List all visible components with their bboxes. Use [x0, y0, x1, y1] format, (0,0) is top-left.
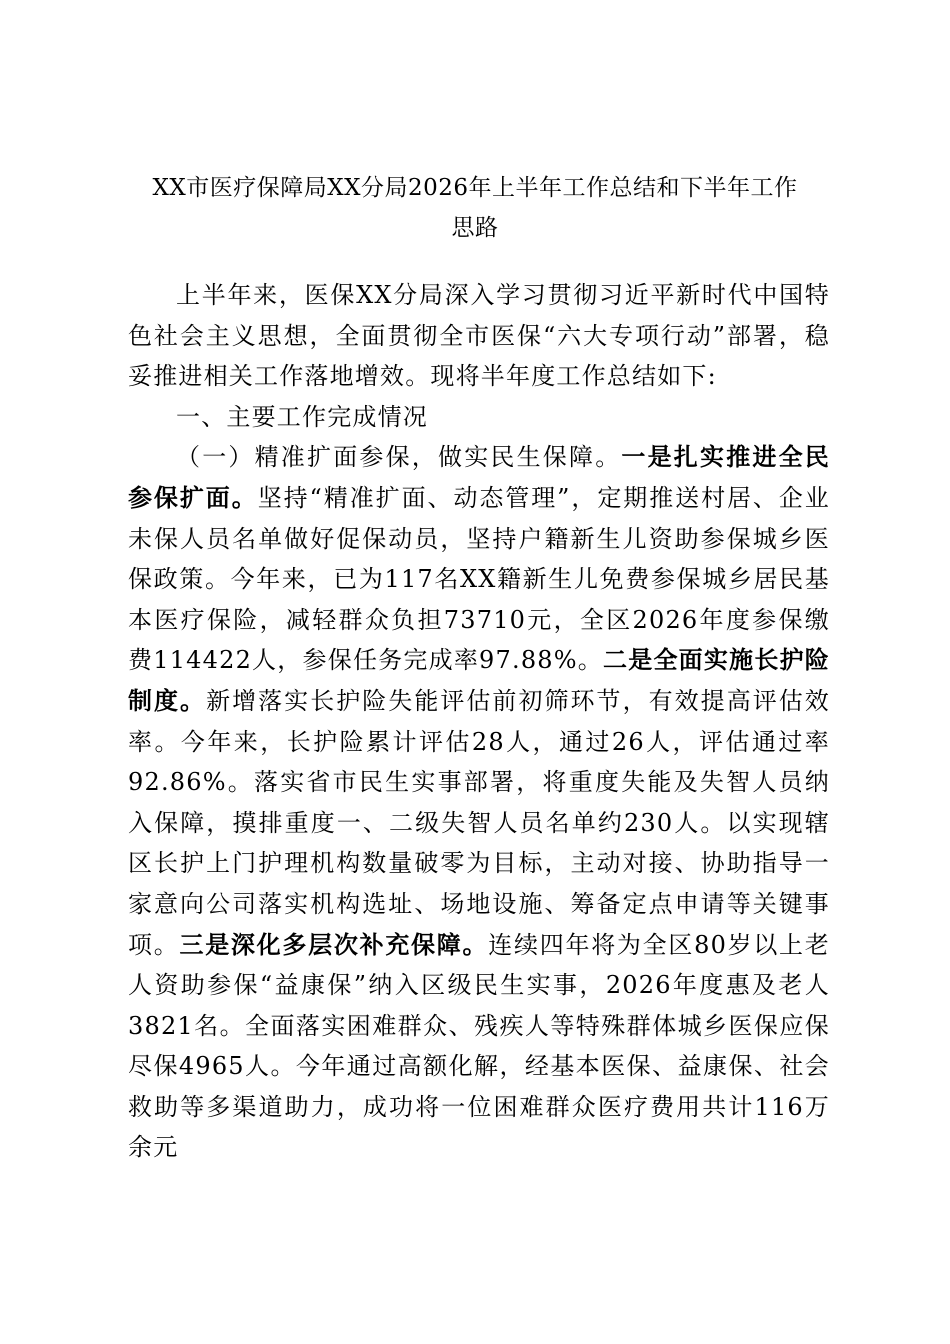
- point-1-title: 一是扎实推进全民参保扩面。: [128, 442, 830, 512]
- section-heading: 一、主要工作完成情况: [176, 402, 428, 431]
- subsection-lead: （一）精准扩面参保，做实民生保障。: [176, 443, 622, 472]
- title-line-1: XX市医疗保障局XX分局2026年上半年工作总结和下半年工作: [152, 175, 798, 201]
- document-body: [128, 275, 830, 1168]
- point-3-title: 三是深化多层次补充保障。: [179, 929, 489, 959]
- point-3-text: 连续四年将为全区80岁以上老人资助参保“益康保”纳入区级民生实事，2026年度惠及老人3821名。全面落实困难群众、残疾人等特殊群体城乡医保应保尽保4965人。今年通过高额化解，经基本医保、益康保、社会救助等多渠道助力，成功将一位困难群众医疗费用共计116万余元: [128, 930, 830, 1162]
- document-title: [120, 168, 830, 248]
- point-2-title: 二是全面实施长护险制度。: [128, 645, 830, 715]
- title-line-2: 思路: [451, 215, 499, 241]
- intro-paragraph: 上半年来，医保XX分局深入学习贯彻习近平新时代中国特色社会主义思想，全面贯彻全市医保“六大专项行动”部署，稳妥推进相关工作落地增效。现将半年度工作总结如下:: [128, 281, 830, 391]
- point-1-text: 坚持“精准扩面、动态管理”，定期推送村居、企业未保人员名单做好促保动员，坚持户籍新生儿资助参保城乡医保政策。今年来，已为117名XX籍新生儿免费参保城乡居民基本医疗保险，减轻群众负担73710元，全区2026年度参保缴费114422人，参保任务完成率97.88%。: [128, 483, 831, 675]
- point-2-text: 新增落实长护险失能评估前初筛环节，有效提高评估效率。今年来，长护险累计评估28人，通过26人，评估通过率92.86%。落实省市民生实事部署，将重度失能及失智人员纳入保障，摸排重度一、二级失智人员名单约230人。以实现辖区长护上门护理机构数量破零为目标，主动对接、协助指导一家意向公司落实机构选址、场地设施、筹备定点申请等关键事项。: [128, 686, 830, 959]
- subsection-paragraph: [128, 437, 830, 1168]
